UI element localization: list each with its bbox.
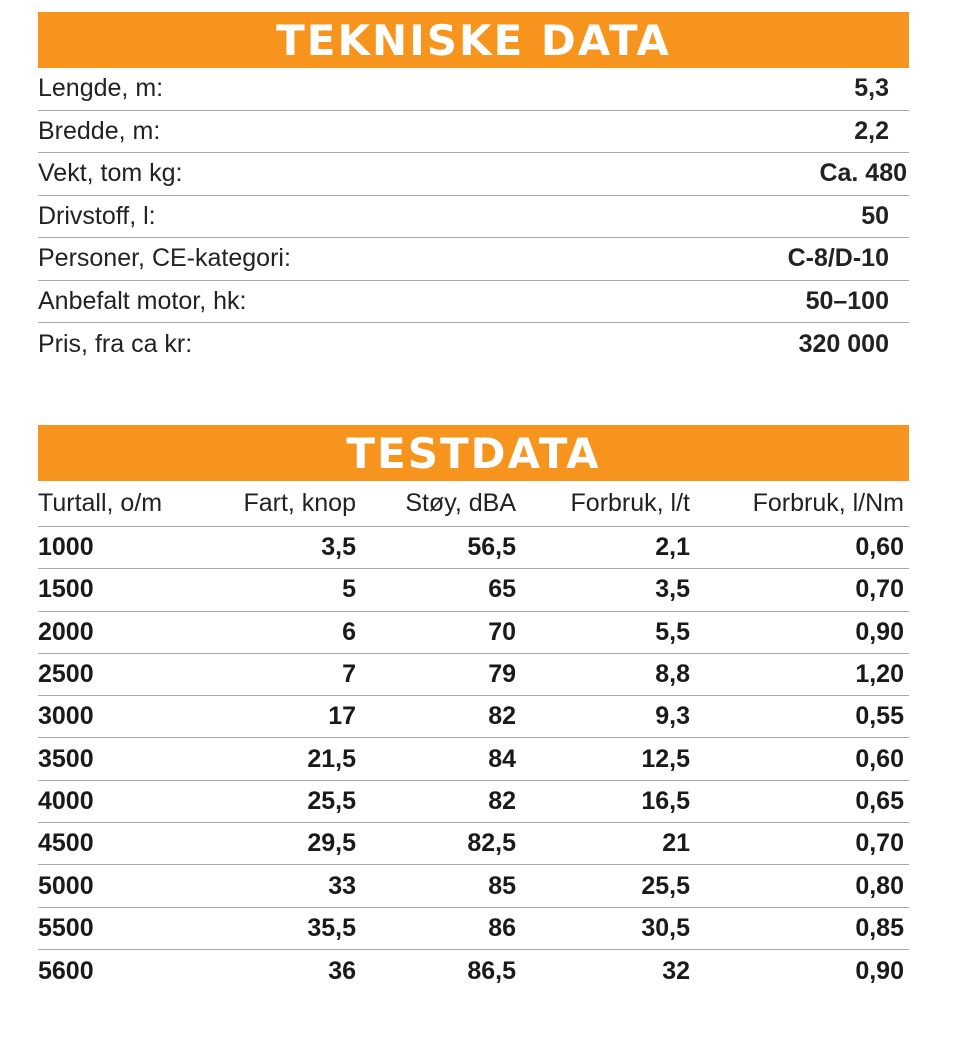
spec-label: Pris, fra ca kr: xyxy=(38,329,193,358)
spec-value: C-8/D-10 xyxy=(787,244,889,273)
spec-value: 320 000 xyxy=(798,329,889,358)
table-cell: 7 xyxy=(342,660,356,689)
table-row xyxy=(38,908,909,950)
table-row xyxy=(38,612,909,654)
spec-label: Drivstoff, l: xyxy=(38,201,156,230)
column-header: Fart, knop xyxy=(243,489,356,517)
spec-row xyxy=(38,323,909,366)
spec-row xyxy=(38,111,909,154)
table-cell: 3500 xyxy=(38,744,94,773)
table-cell: 0,80 xyxy=(855,871,904,900)
table-cell: 25,5 xyxy=(307,786,356,815)
table-cell: 30,5 xyxy=(641,913,690,942)
table-cell: 1,20 xyxy=(855,660,904,689)
table-cell: 84 xyxy=(488,744,516,773)
spec-value: 50 xyxy=(861,201,889,230)
table-cell: 5,5 xyxy=(655,617,690,646)
test-title-banner xyxy=(38,425,909,481)
table-cell: 21 xyxy=(662,829,690,858)
table-cell: 33 xyxy=(328,871,356,900)
table-cell: 3,5 xyxy=(321,533,356,562)
table-cell: 82,5 xyxy=(467,829,516,858)
table-cell: 21,5 xyxy=(307,744,356,773)
table-row xyxy=(38,738,909,780)
table-cell: 12,5 xyxy=(641,744,690,773)
spec-label: Vekt, tom kg: xyxy=(38,159,183,188)
table-cell: 2000 xyxy=(38,617,94,646)
test-body xyxy=(38,527,909,992)
table-cell: 32 xyxy=(662,956,690,985)
spec-value: 2,2 xyxy=(854,116,889,145)
table-row xyxy=(38,950,909,992)
column-header: Forbruk, l/t xyxy=(570,489,690,517)
table-row xyxy=(38,823,909,865)
spec-row xyxy=(38,238,909,281)
table-row xyxy=(38,696,909,738)
table-cell: 0,65 xyxy=(855,786,904,815)
table-cell: 2500 xyxy=(38,660,94,689)
test-table xyxy=(38,481,909,992)
table-cell: 65 xyxy=(488,575,516,604)
table-cell: 36 xyxy=(328,956,356,985)
spec-value: 50–100 xyxy=(805,286,889,315)
table-cell: 6 xyxy=(342,617,356,646)
table-cell: 29,5 xyxy=(307,829,356,858)
table-row xyxy=(38,569,909,611)
column-header: Forbruk, l/Nm xyxy=(752,489,904,517)
table-cell: 0,60 xyxy=(855,744,904,773)
table-cell: 17 xyxy=(328,702,356,731)
table-cell: 5000 xyxy=(38,871,94,900)
table-row xyxy=(38,654,909,696)
table-cell: 5 xyxy=(342,575,356,604)
table-cell: 25,5 xyxy=(641,871,690,900)
column-header: Turtall, o/m xyxy=(38,489,163,517)
spec-title-banner xyxy=(38,12,909,68)
table-cell: 0,90 xyxy=(855,617,904,646)
spec-title: TEKNISKE DATA xyxy=(276,15,671,65)
table-cell: 35,5 xyxy=(307,913,356,942)
table-row xyxy=(38,865,909,907)
column-header: Støy, dBA xyxy=(405,489,516,517)
table-cell: 1500 xyxy=(38,575,94,604)
table-cell: 0,85 xyxy=(855,913,904,942)
spec-row xyxy=(38,196,909,239)
table-cell: 3000 xyxy=(38,702,94,731)
table-cell: 85 xyxy=(488,871,516,900)
table-cell: 4000 xyxy=(38,786,94,815)
table-cell: 8,8 xyxy=(655,660,690,689)
spec-table xyxy=(38,68,909,366)
spec-label: Lengde, m: xyxy=(38,74,164,103)
table-cell: 5600 xyxy=(38,956,94,985)
test-header-row xyxy=(38,481,909,527)
spec-label: Anbefalt motor, hk: xyxy=(38,286,247,315)
table-cell: 82 xyxy=(488,702,516,731)
table-cell: 5500 xyxy=(38,913,94,942)
spec-row xyxy=(38,68,909,111)
table-cell: 9,3 xyxy=(655,702,690,731)
table-cell: 70 xyxy=(488,617,516,646)
table-cell: 79 xyxy=(488,660,516,689)
table-cell: 0,70 xyxy=(855,575,904,604)
spec-value: Ca. 480 xyxy=(819,159,907,188)
spec-label: Bredde, m: xyxy=(38,116,161,145)
table-cell: 82 xyxy=(488,786,516,815)
table-cell: 16,5 xyxy=(641,786,690,815)
table-row xyxy=(38,781,909,823)
table-cell: 4500 xyxy=(38,829,94,858)
table-cell: 86 xyxy=(488,913,516,942)
spec-row xyxy=(38,281,909,324)
table-cell: 1000 xyxy=(38,533,94,562)
table-cell: 0,90 xyxy=(855,956,904,985)
table-cell: 0,70 xyxy=(855,829,904,858)
table-row xyxy=(38,527,909,569)
spec-value: 5,3 xyxy=(854,74,889,103)
spec-label: Personer, CE-kategori: xyxy=(38,244,291,273)
table-cell: 56,5 xyxy=(467,533,516,562)
table-cell: 0,60 xyxy=(855,533,904,562)
table-cell: 86,5 xyxy=(467,956,516,985)
spec-row xyxy=(38,153,909,196)
table-cell: 3,5 xyxy=(655,575,690,604)
table-cell: 0,55 xyxy=(855,702,904,731)
test-title: TESTDATA xyxy=(346,428,601,478)
table-cell: 2,1 xyxy=(655,533,690,562)
